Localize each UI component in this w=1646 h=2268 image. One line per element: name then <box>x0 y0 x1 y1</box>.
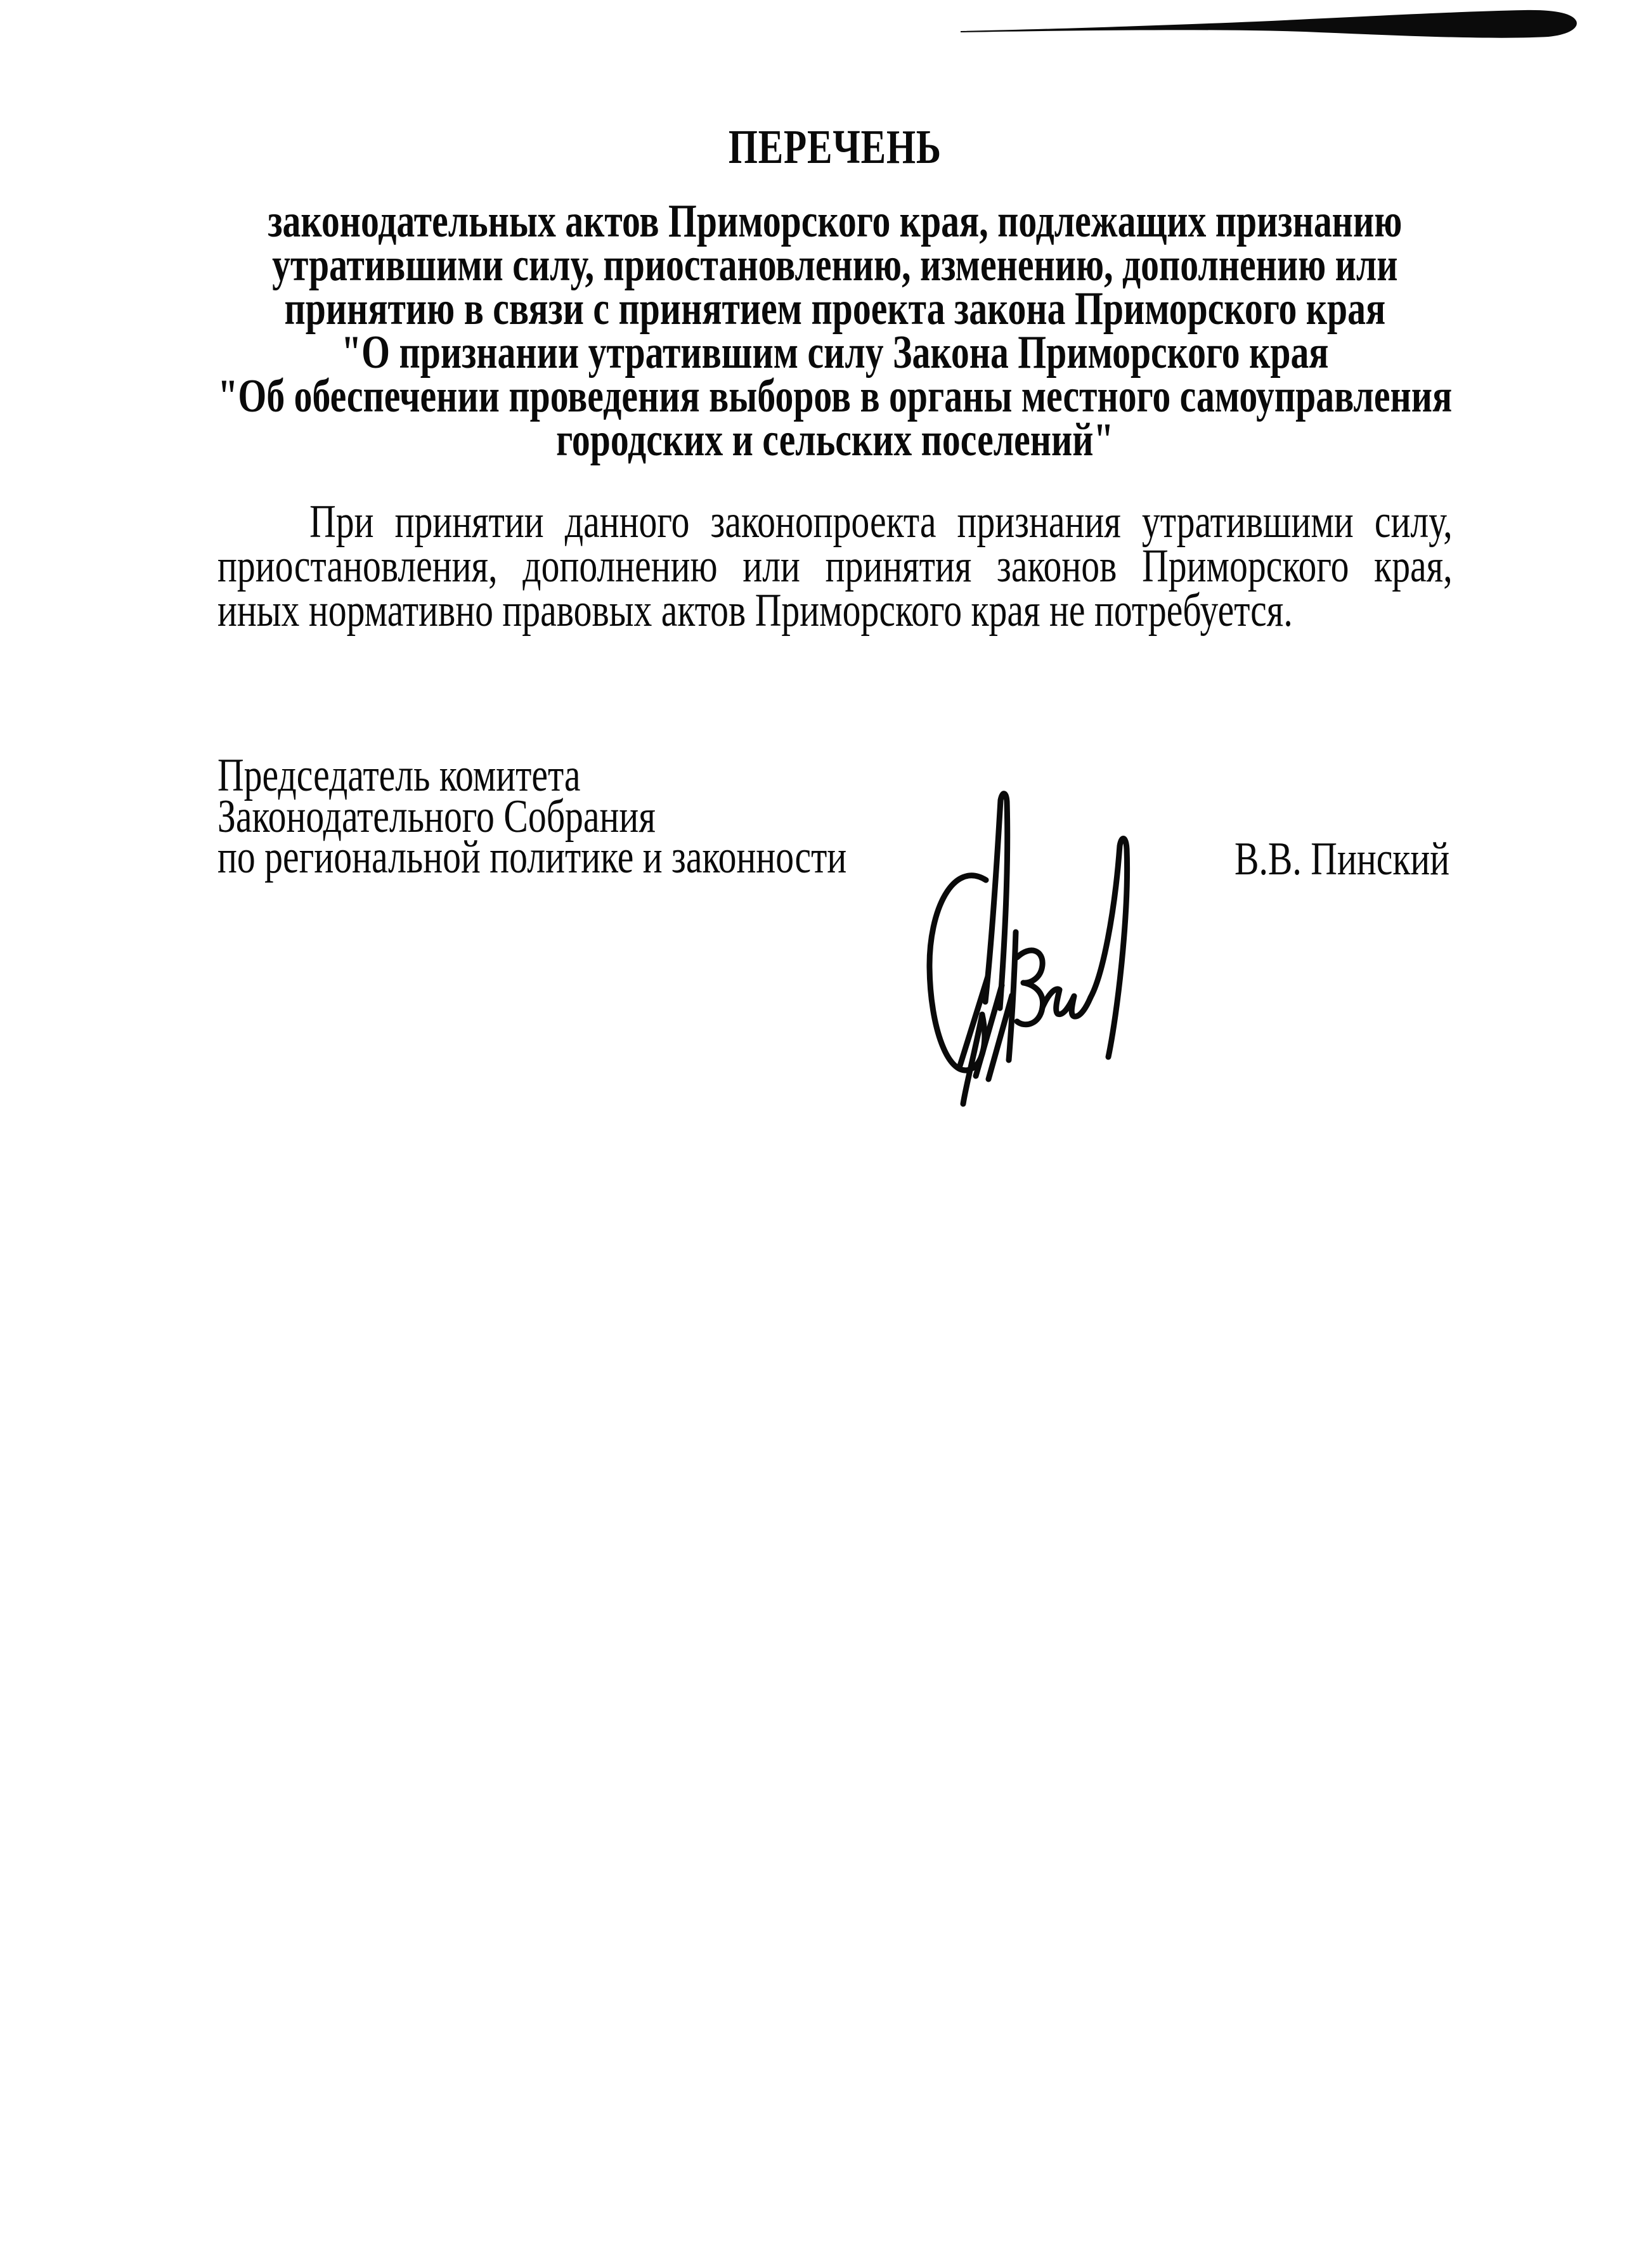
signatory-name: В.В. Пинский <box>1234 833 1450 885</box>
document-title: ПЕРЕЧЕНЬ <box>728 120 942 174</box>
scan-smudge-artifact <box>959 4 1583 44</box>
paragraph-line: иных нормативно правовых актов Приморского края не потребуется. <box>217 585 1293 637</box>
document-subtitle-block <box>217 195 1453 466</box>
handwritten-signature <box>923 785 1138 1108</box>
paragraph-line: При принятии данного законопроекта признания утратившими силу, <box>309 496 1453 548</box>
signatory-title-line: по региональной политике и законности <box>217 831 847 883</box>
body-paragraph <box>217 496 1453 637</box>
signatory-title-line: Законодательного Собрания <box>217 790 656 843</box>
subtitle-line: принятию в связи с принятием проекта закона Приморского края <box>284 283 1386 335</box>
paragraph-line: приостановления, дополнению или принятия законов Приморского края, <box>217 540 1453 592</box>
subtitle-line: "Об обеспечении проведения выборов в органы местного самоуправления <box>217 370 1453 422</box>
subtitle-line: городских и сельских поселений" <box>556 414 1114 466</box>
subtitle-line: законодательных актов Приморского края, подлежащих признанию <box>268 195 1403 247</box>
subtitle-line: "О признании утратившим силу Закона Приморского края <box>341 327 1329 379</box>
signatory-title-line: Председатель комитета <box>217 749 581 801</box>
subtitle-line: утратившими силу, приостановлению, изменению, дополнению или <box>272 239 1398 291</box>
